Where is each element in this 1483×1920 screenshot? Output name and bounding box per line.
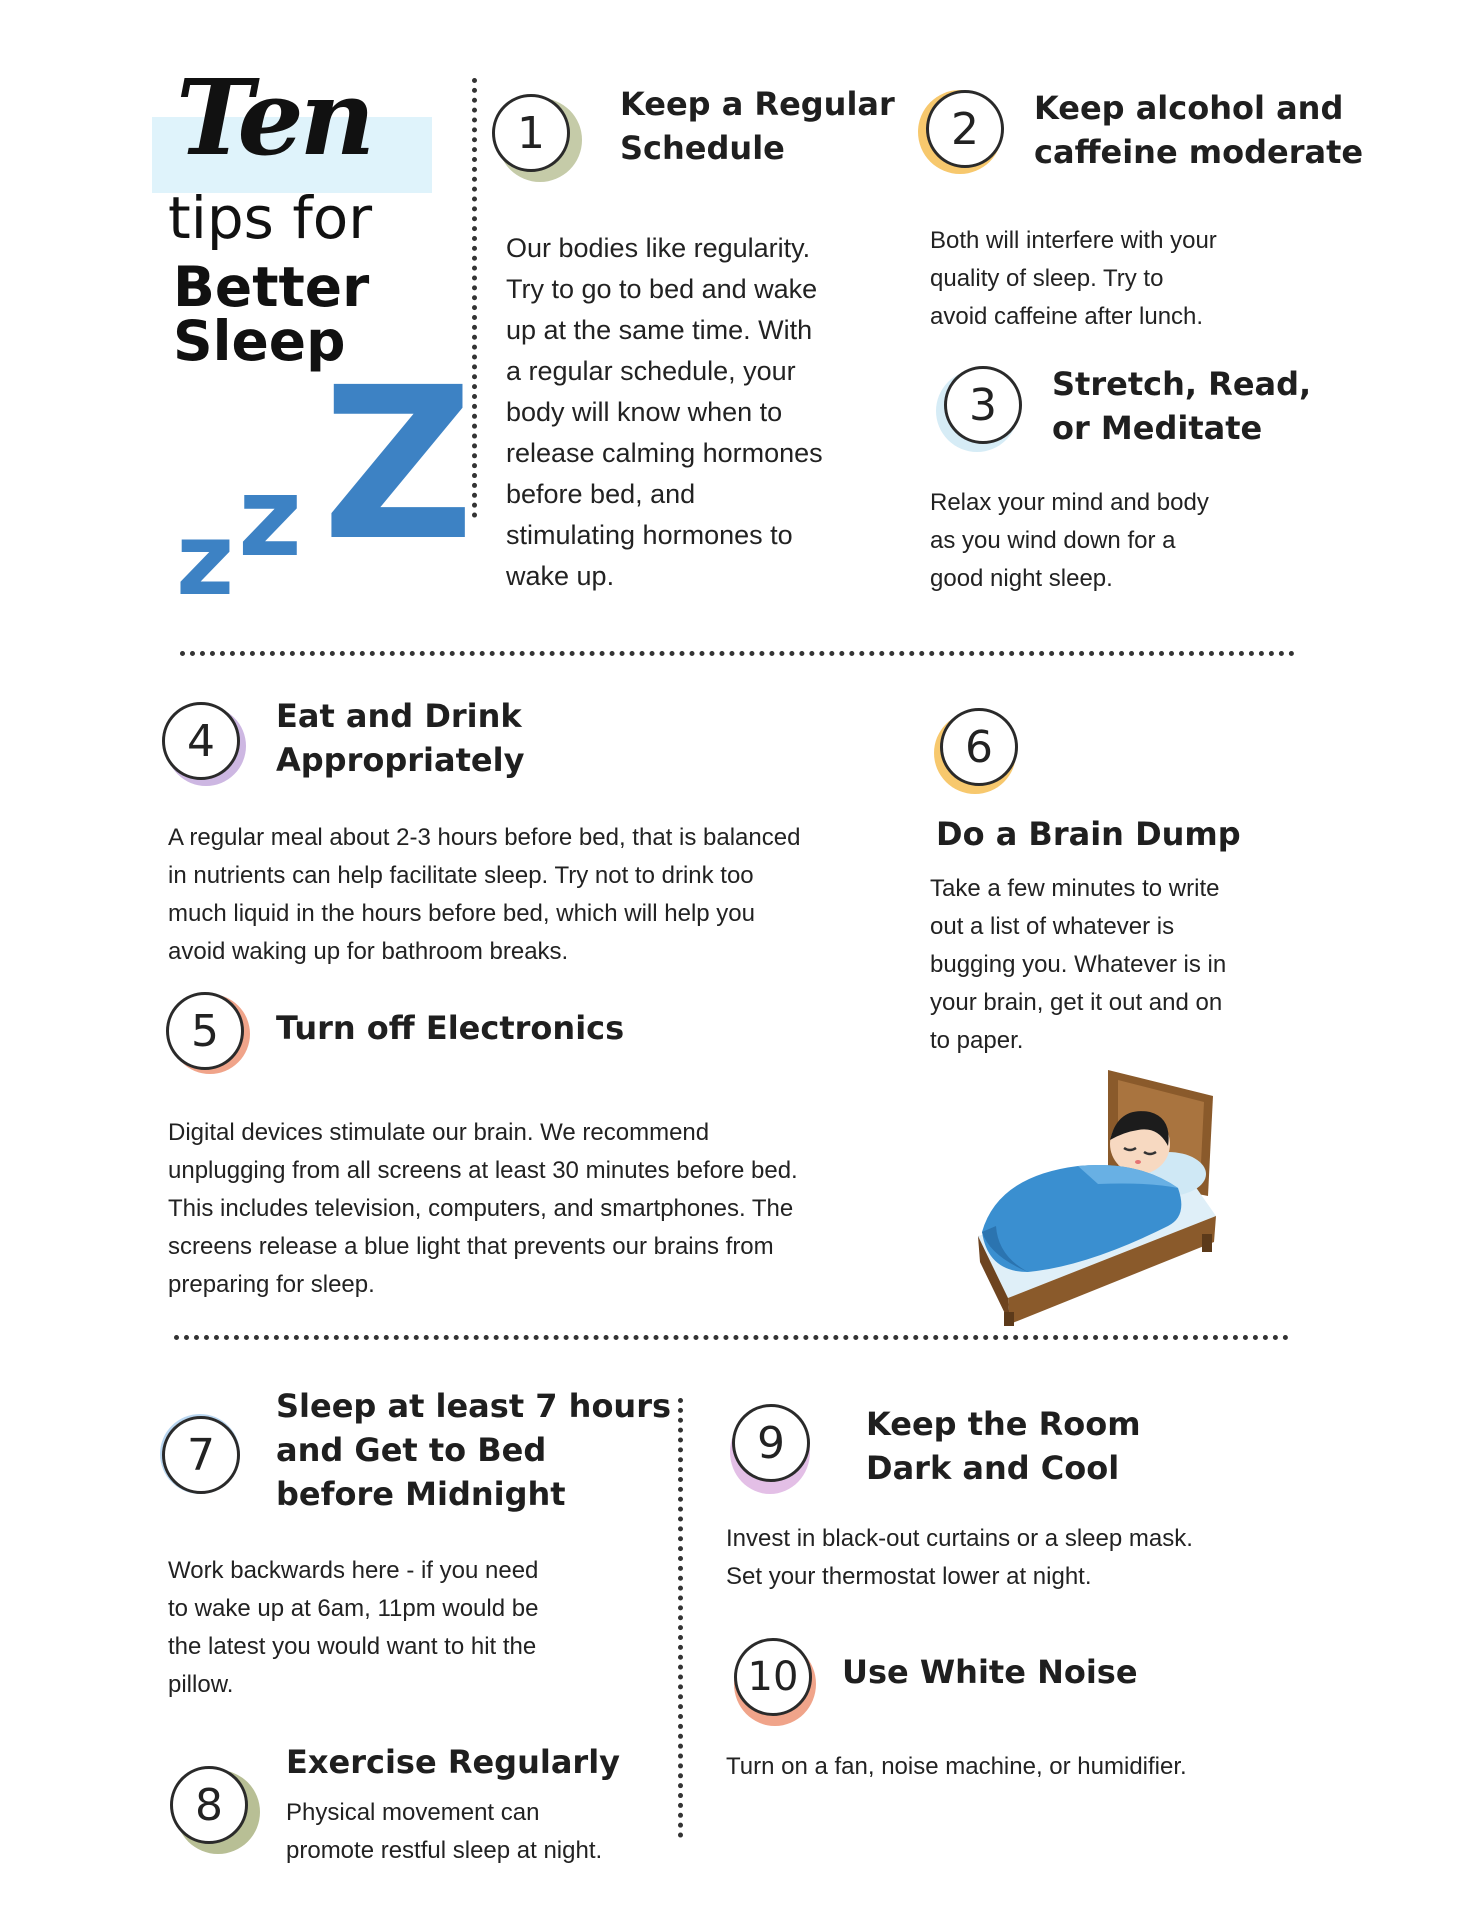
sleeping-child-in-bed-illustration — [968, 1066, 1230, 1328]
title-sleep: Sleep — [173, 309, 346, 373]
tip-1-heading-line: Schedule — [620, 129, 785, 167]
horizontal-divider-1 — [180, 651, 1295, 656]
horizontal-divider-2 — [174, 1335, 1289, 1340]
tip-4-body-line: in nutrients can help facilitate sleep. Try not to drink too — [168, 862, 754, 889]
tip-8-heading — [286, 1740, 620, 1784]
tip-10-body — [726, 1748, 1187, 1786]
tip-4-heading-line: Eat and Drink — [276, 697, 522, 735]
tip-7-body-line: the latest you would want to hit the — [168, 1633, 537, 1660]
tip-7-body-line: pillow. — [168, 1671, 234, 1698]
tip-5-body-line: preparing for sleep. — [168, 1271, 375, 1298]
tip-1-body-line: up at the same time. With — [506, 315, 813, 345]
tip-2-heading — [1034, 86, 1363, 174]
tip-9-heading-line: Dark and Cool — [866, 1449, 1120, 1487]
tip-6-body — [930, 870, 1226, 1060]
tip-4-number-circle: 4 — [162, 702, 240, 780]
tip-6-body-line: your brain, get it out and on — [930, 989, 1223, 1016]
tip-2-body-line: avoid caffeine after lunch. — [930, 303, 1204, 330]
tip-3-heading-line: Stretch, Read, — [1052, 365, 1312, 403]
title-tips-for: tips for — [168, 184, 373, 252]
tip-8-heading-line: Exercise Regularly — [286, 1743, 621, 1781]
tip-9-body-line: Set your thermostat lower at night. — [726, 1563, 1092, 1590]
tip-4-body-line: much liquid in the hours before bed, which will help you — [168, 900, 756, 927]
tip-5-body — [168, 1114, 798, 1304]
tip-1-heading-line: Keep a Regular — [620, 85, 895, 123]
tip-7-number-circle: 7 — [162, 1416, 240, 1494]
tip-3-body — [930, 484, 1209, 598]
tip-3-heading-line: or Meditate — [1052, 409, 1263, 447]
tip-7-heading-line: and Get to Bed — [276, 1431, 547, 1469]
tip-8-number-circle: 8 — [170, 1766, 248, 1844]
tip-7-body — [168, 1552, 538, 1704]
tip-6-body-line: to paper. — [930, 1027, 1024, 1054]
tip-8-body-line: Physical movement can — [286, 1799, 540, 1826]
tip-1-body-line: release calming hormones — [506, 438, 823, 468]
title-better: Better — [173, 255, 370, 319]
tip-6-body-line: Take a few minutes to write — [930, 875, 1220, 902]
tip-7-body-line: to wake up at 6am, 11pm would be — [168, 1595, 539, 1622]
bed-icon — [968, 1066, 1230, 1328]
tip-5-body-line: unplugging from all screens at least 30 minutes before bed. — [168, 1157, 798, 1184]
tip-1-body-line: Our bodies like regularity. — [506, 233, 811, 263]
tip-9-body — [726, 1520, 1193, 1596]
tip-3-body-line: as you wind down for a — [930, 527, 1176, 554]
tip-7-heading-line: Sleep at least 7 hours — [276, 1387, 672, 1425]
tip-7-heading — [276, 1384, 671, 1516]
tip-8-body — [286, 1794, 602, 1870]
tip-1-body-line: a regular schedule, your — [506, 356, 796, 386]
tip-3-body-line: good night sleep. — [930, 565, 1113, 592]
tip-6-heading — [936, 812, 1241, 856]
tip-5-heading — [276, 1006, 624, 1050]
tip-1-body-line: body will know when to — [506, 397, 783, 427]
tip-10-body-line: Turn on a fan, noise machine, or humidifier. — [726, 1753, 1187, 1780]
tip-2-number-circle: 2 — [926, 90, 1004, 168]
tip-7-body-line: Work backwards here - if you need — [168, 1557, 539, 1584]
tip-1-body-line: before bed, and — [506, 479, 696, 509]
tip-1-number-circle: 1 — [492, 94, 570, 172]
tip-2-heading-line: caffeine moderate — [1034, 133, 1364, 171]
tip-8-body-line: promote restful sleep at night. — [286, 1837, 603, 1864]
tip-1-body — [506, 228, 823, 597]
tip-4-heading-line: Appropriately — [276, 741, 525, 779]
tip-6-heading-line: Do a Brain Dump — [936, 815, 1241, 853]
tip-3-body-line: Relax your mind and body — [930, 489, 1209, 516]
tip-10-heading — [842, 1650, 1138, 1694]
tip-6-body-line: out a list of whatever is — [930, 913, 1175, 940]
tip-6-body-line: bugging you. Whatever is in — [930, 951, 1227, 978]
tip-4-heading — [276, 694, 524, 782]
tip-4-body — [168, 819, 800, 971]
tip-3-heading — [1052, 362, 1311, 450]
tip-2-body-line: quality of sleep. Try to — [930, 265, 1164, 292]
vertical-divider-bottom — [678, 1398, 683, 1838]
tip-7-heading-line: before Midnight — [276, 1475, 566, 1513]
tip-5-number-circle: 5 — [166, 992, 244, 1070]
vertical-divider-top — [472, 78, 477, 518]
tip-4-body-line: A regular meal about 2-3 hours before bed, that is balanced — [168, 824, 801, 851]
tip-9-heading-line: Keep the Room — [866, 1405, 1141, 1443]
tip-5-body-line: screens release a blue light that prevents our brains from — [168, 1233, 774, 1260]
zz-mid: z — [238, 453, 303, 581]
tip-9-number-circle: 9 — [732, 1404, 810, 1482]
tip-6-number-circle: 6 — [940, 708, 1018, 786]
zz-small: z — [176, 501, 235, 618]
tip-5-heading-line: Turn off Electronics — [276, 1009, 625, 1047]
tip-1-body-line: stimulating hormones to — [506, 520, 793, 550]
tip-2-body — [930, 222, 1217, 336]
tip-5-body-line: Digital devices stimulate our brain. We recommend — [168, 1119, 710, 1146]
tip-10-heading-line: Use White Noise — [842, 1653, 1138, 1691]
tip-1-body-line: wake up. — [506, 561, 615, 591]
title-ten: Ten — [176, 56, 372, 179]
tip-9-heading — [866, 1402, 1141, 1490]
zz-big: Z — [322, 342, 475, 587]
tip-1-body-line: Try to go to bed and wake — [506, 274, 818, 304]
tip-2-heading-line: Keep alcohol and — [1034, 89, 1344, 127]
tip-10-number-circle: 10 — [734, 1638, 812, 1716]
tip-4-body-line: avoid waking up for bathroom breaks. — [168, 938, 569, 965]
tip-1-heading — [620, 82, 895, 170]
tip-3-number-circle: 3 — [944, 366, 1022, 444]
tip-5-body-line: This includes television, computers, and smartphones. The — [168, 1195, 794, 1222]
tip-9-body-line: Invest in black-out curtains or a sleep mask. — [726, 1525, 1193, 1552]
tip-2-body-line: Both will interfere with your — [930, 227, 1217, 254]
